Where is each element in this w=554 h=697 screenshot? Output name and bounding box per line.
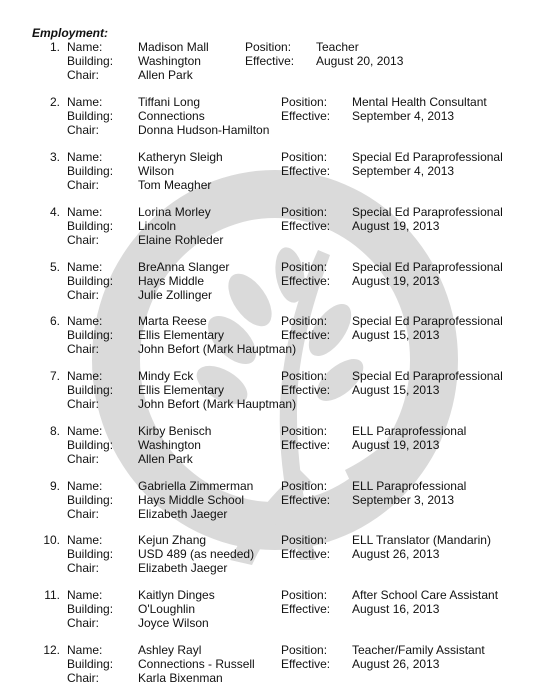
list-item [0, 643, 554, 685]
position-label: Position: [245, 40, 292, 54]
building-label: Building: [67, 383, 114, 397]
effective-label: Effective: [281, 602, 331, 616]
list-item [0, 588, 554, 630]
effective-label: Effective: [281, 383, 331, 397]
effective-date-value: August 15, 2013 [352, 328, 440, 342]
chair-label: Chair: [67, 452, 100, 466]
chair-label: Chair: [67, 397, 100, 411]
chair-value: Allen Park [138, 68, 193, 82]
position-label: Position: [281, 533, 328, 547]
name-value: Madison Mall [138, 40, 209, 54]
entry-number: 9. [49, 479, 60, 493]
entry-number: 2. [49, 95, 60, 109]
chair-label: Chair: [67, 561, 100, 575]
list-item [0, 205, 554, 247]
list-item [0, 40, 554, 82]
name-value: Gabriella Zimmerman [138, 479, 254, 493]
position-value: Teacher/Family Assistant [352, 643, 485, 657]
list-item [0, 424, 554, 466]
name-label: Name: [67, 479, 103, 493]
effective-label: Effective: [281, 438, 331, 452]
list-item [0, 314, 554, 356]
chair-label: Chair: [67, 288, 100, 302]
list-item [0, 260, 554, 302]
list-item [0, 95, 554, 137]
effective-label: Effective: [281, 219, 331, 233]
position-label: Position: [281, 369, 328, 383]
name-label: Name: [67, 424, 103, 438]
building-label: Building: [67, 54, 114, 68]
name-value: Tiffani Long [138, 95, 201, 109]
name-label: Name: [67, 588, 103, 602]
entry-number: 10. [43, 533, 60, 547]
effective-date-value: August 26, 2013 [352, 547, 440, 561]
position-label: Position: [281, 205, 328, 219]
effective-label: Effective: [281, 493, 331, 507]
effective-date-value: August 19, 2013 [352, 438, 440, 452]
position-value: ELL Paraprofessional [352, 424, 467, 438]
chair-value: Joyce Wilson [138, 616, 209, 630]
chair-label: Chair: [67, 342, 100, 356]
name-value: Mindy Eck [138, 369, 194, 383]
chair-value: Julie Zollinger [138, 288, 213, 302]
entry-number: 4. [49, 205, 60, 219]
building-label: Building: [67, 328, 114, 342]
building-value: Hays Middle [138, 274, 205, 288]
entry-number: 3. [49, 150, 60, 164]
name-label: Name: [67, 260, 103, 274]
position-value: ELL Translator (Mandarin) [352, 533, 491, 547]
list-item [0, 369, 554, 411]
effective-label: Effective: [281, 109, 331, 123]
name-label: Name: [67, 533, 103, 547]
position-value: After School Care Assistant [352, 588, 499, 602]
effective-label: Effective: [281, 657, 331, 671]
name-label: Name: [67, 314, 103, 328]
effective-date-value: September 3, 2013 [352, 493, 455, 507]
chair-value: John Befort (Mark Hauptman) [138, 397, 297, 411]
effective-date-value: August 20, 2013 [316, 54, 404, 68]
building-value: Ellis Elementary [138, 328, 225, 342]
entry-number: 12. [43, 643, 60, 657]
chair-value: Tom Meagher [138, 178, 212, 192]
position-label: Position: [281, 424, 328, 438]
chair-value: Allen Park [138, 452, 193, 466]
list-item [0, 479, 554, 521]
building-label: Building: [67, 602, 114, 616]
entry-number: 1. [49, 40, 60, 54]
building-label: Building: [67, 657, 114, 671]
position-value: Special Ed Paraprofessional [352, 369, 503, 383]
chair-label: Chair: [67, 616, 100, 630]
chair-label: Chair: [67, 178, 100, 192]
building-label: Building: [67, 219, 114, 233]
name-label: Name: [67, 643, 103, 657]
effective-date-value: September 4, 2013 [352, 109, 455, 123]
position-value: Special Ed Paraprofessional [352, 150, 503, 164]
name-label: Name: [67, 95, 103, 109]
entry-number: 5. [49, 260, 60, 274]
position-value: Mental Health Consultant [352, 95, 487, 109]
list-item [0, 150, 554, 192]
building-label: Building: [67, 164, 114, 178]
building-label: Building: [67, 274, 114, 288]
chair-value: Donna Hudson-Hamilton [138, 123, 270, 137]
name-value: Ashley Rayl [138, 643, 202, 657]
list-item [0, 533, 554, 575]
name-label: Name: [67, 150, 103, 164]
building-label: Building: [67, 109, 114, 123]
position-value: Special Ed Paraprofessional [352, 314, 503, 328]
name-value: Kaitlyn Dinges [138, 588, 215, 602]
chair-value: Elizabeth Jaeger [138, 507, 228, 521]
name-value: Kejun Zhang [138, 533, 207, 547]
chair-label: Chair: [67, 507, 100, 521]
chair-value: Karla Bixenman [138, 671, 223, 685]
position-value: Special Ed Paraprofessional [352, 205, 503, 219]
position-label: Position: [281, 588, 328, 602]
building-value: Connections [138, 109, 205, 123]
chair-value: Elizabeth Jaeger [138, 561, 228, 575]
building-value: USD 489 (as needed) [138, 547, 255, 561]
effective-date-value: August 16, 2013 [352, 602, 440, 616]
entry-number: 6. [49, 314, 60, 328]
effective-label: Effective: [245, 54, 295, 68]
building-label: Building: [67, 547, 114, 561]
position-label: Position: [281, 479, 328, 493]
name-label: Name: [67, 205, 103, 219]
name-label: Name: [67, 369, 103, 383]
effective-date-value: September 4, 2013 [352, 164, 455, 178]
building-label: Building: [67, 493, 114, 507]
effective-date-value: August 19, 2013 [352, 274, 440, 288]
chair-value: Elaine Rohleder [138, 233, 224, 247]
name-value: Marta Reese [138, 314, 207, 328]
effective-date-value: August 26, 2013 [352, 657, 440, 671]
building-value: Washington [138, 438, 201, 452]
entry-number: 8. [49, 424, 60, 438]
position-value: ELL Paraprofessional [352, 479, 467, 493]
building-label: Building: [67, 438, 114, 452]
effective-date-value: August 15, 2013 [352, 383, 440, 397]
effective-label: Effective: [281, 547, 331, 561]
position-label: Position: [281, 150, 328, 164]
position-value: Special Ed Paraprofessional [352, 260, 503, 274]
chair-label: Chair: [67, 671, 100, 685]
building-value: Washington [138, 54, 201, 68]
building-value: Connections - Russell [138, 657, 255, 671]
position-label: Position: [281, 260, 328, 274]
name-value: Lorina Morley [138, 205, 211, 219]
name-label: Name: [67, 40, 103, 54]
name-value: Katheryn Sleigh [138, 150, 223, 164]
chair-label: Chair: [67, 233, 100, 247]
effective-label: Effective: [281, 274, 331, 288]
building-value: Lincoln [138, 219, 177, 233]
building-value: Ellis Elementary [138, 383, 225, 397]
name-value: Kirby Benisch [138, 424, 212, 438]
section-title: Employment: [32, 26, 109, 40]
building-value: Wilson [138, 164, 175, 178]
chair-value: John Befort (Mark Hauptman) [138, 342, 297, 356]
entry-number: 7. [49, 369, 60, 383]
chair-label: Chair: [67, 68, 100, 82]
entry-number: 11. [44, 588, 60, 602]
effective-label: Effective: [281, 328, 331, 342]
effective-label: Effective: [281, 164, 331, 178]
position-label: Position: [281, 643, 328, 657]
building-value: Hays Middle School [138, 493, 245, 507]
chair-label: Chair: [67, 123, 100, 137]
position-value: Teacher [316, 40, 359, 54]
name-value: BreAnna Slanger [138, 260, 230, 274]
position-label: Position: [281, 314, 328, 328]
position-label: Position: [281, 95, 328, 109]
building-value: O'Loughlin [138, 602, 195, 616]
effective-date-value: August 19, 2013 [352, 219, 440, 233]
